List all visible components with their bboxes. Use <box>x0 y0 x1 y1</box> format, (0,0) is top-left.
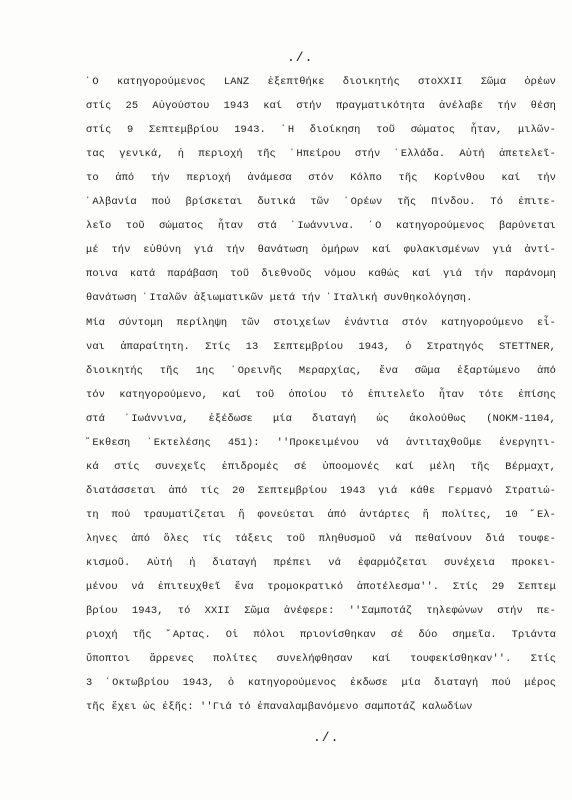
text-line: διατάσσεται ἀπό τίς 20 Σεπτεμβρίου 1943 γιά κάθε Γερμανό Στρατιώ- <box>86 485 556 497</box>
document-body <box>86 70 556 719</box>
text-line: Μία σύντομη περίληψη τῶν στοιχείων ἐνάντια στόν κατηγορούμενο εἶ- <box>86 317 556 329</box>
text-line: διοικητής τῆς 1ης ᾿Ορεινῆς Μεραρχίας, ἕνα σῶμα ἐξαρτώμενο ἀπό <box>86 365 556 377</box>
text-line: μέ τήν εὐθύνη γιά τήν θανάτωση ὁμήρων καί φυλακισμένων γιά ἀντί- <box>86 244 556 256</box>
text-line: ᾿Αλβανία πού βρίσκεται δυτικά τῶν ᾿Ορέων τῆς Πίνδου. Τό ἐπιτε- <box>86 196 556 208</box>
text-line: κά στίς συνεχεῖς ἐπιδρομές σέ ὑποομονές καί μέλη τῆς Βέρμαχτ, <box>86 461 556 473</box>
paragraph-2 <box>86 311 556 719</box>
page-marker-bottom: ./. <box>313 730 340 745</box>
text-line: στά ᾿Ιωάννινα, ἐξέδωσε μία διαταγή ὡς ἀκολούθως (NOKM-1104, <box>86 413 556 425</box>
text-line: ναι ἀπαραίτητη. Στίς 13 Σεπτεμβρίου 1943, ὁ Στρατηγός STETTNER, <box>86 341 556 353</box>
text-line: κισμοῦ. Αὐτή ἡ διαταγή πρέπει νά ἐφαρμόζεται συνέχεια προκει- <box>86 557 556 569</box>
text-line: θανάτωση ᾿Ιταλῶν ἀξιωματικῶν μετά τήν ᾿Ιταλική συνθηκολόγηση. <box>86 292 473 304</box>
text-line: λεῖο τοῦ σώματος ἦταν στά ᾿Ιωάννινα. ῾Ο κατηγορούμενος βαρύνεται <box>86 220 556 232</box>
text-line: 3 ᾿Οκτωβρίου 1943, ὁ κατηγορούμενος ἐκδωσε μία διαταγή πού μέρος <box>86 677 556 689</box>
text-line: στίς 9 Σεπτεμβρίου 1943. ῾Η διοίκηση τοῦ σώματος ἦταν, μιλῶν- <box>86 124 556 136</box>
text-line: τη πού τραυματίζεται ἤ φονεύεται ἀπό ἀντάρτες ἤ πολίτες, 10 ῞Ελ- <box>86 509 556 521</box>
page-marker-top: ./. <box>287 50 314 65</box>
text-line: μένου νά ἐπιτευχθεῖ ἕνα τρομοκρατικό ἀποτέλεσμα''. Στίς 29 Σεπτεμ <box>86 581 556 593</box>
text-line: ῎Εκθεση ᾿Εκτελέσης 451): ''Προκειμένου νά ἀντιταχθοῦμε ἐνεργητι- <box>86 437 556 449</box>
text-line: στίς 25 Αὐγούστου 1943 καί στήν πραγματικότητα ἀνέλαβε τήν θέση <box>86 100 556 112</box>
text-line: βρίου 1943, τό XXII Σῶμα ἀνέφερε: ''Σαμποτάζ τηλεφώνων στήν πε- <box>86 605 556 617</box>
paragraph-1 <box>86 70 556 310</box>
text-line: τῆς ἔχει ὡς ἐξῆς: ''Γιά τό ἐπαναλαμβανόμενο σαμποτάζ καλωδίων <box>86 701 473 713</box>
text-line: τας γενικά, ἡ περιοχή τῆς ᾿Ηπείρου στήν ῾Ελλάδα. Αὐτή ἀπετελεῖ- <box>86 148 556 160</box>
text-line: ριοχή τῆς ῎Αρτας. Οἱ πόλοι πριονίσθηκαν σέ δύο σημεῖα. Τριάντα <box>86 629 556 641</box>
text-line: ληνες ἀπό ὅλες τίς τάξεις τοῦ πληθυσμοῦ νά πεθαίνουν διά τουφε- <box>86 533 556 545</box>
text-line: ποινα κατά παράβαση τοῦ διεθνοῦς νόμου καθώς καί γιά τήν παράνομη <box>86 268 556 280</box>
text-line: τόν κατηγορούμενο, καί τοῦ ὁποίου τό ἐπιτελεῖο ἦταν τότε ἐπίσης <box>86 389 556 401</box>
text-line: το ἀπό τήν περιοχή ἀνάμεσα στόν Κόλπο τῆς Κορίνθου καί τήν <box>86 172 556 184</box>
text-line: ῾Ο κατηγορούμενος LANZ ἐξεπτθήκε διοικητής στοXXII Σῶμα ὀρέων <box>86 76 556 88</box>
text-line: ὕποπτοι ἄρρενες πολίτες συνελήφθησαν καί τουφεκίσθηκαν''. Στίς <box>86 653 556 665</box>
